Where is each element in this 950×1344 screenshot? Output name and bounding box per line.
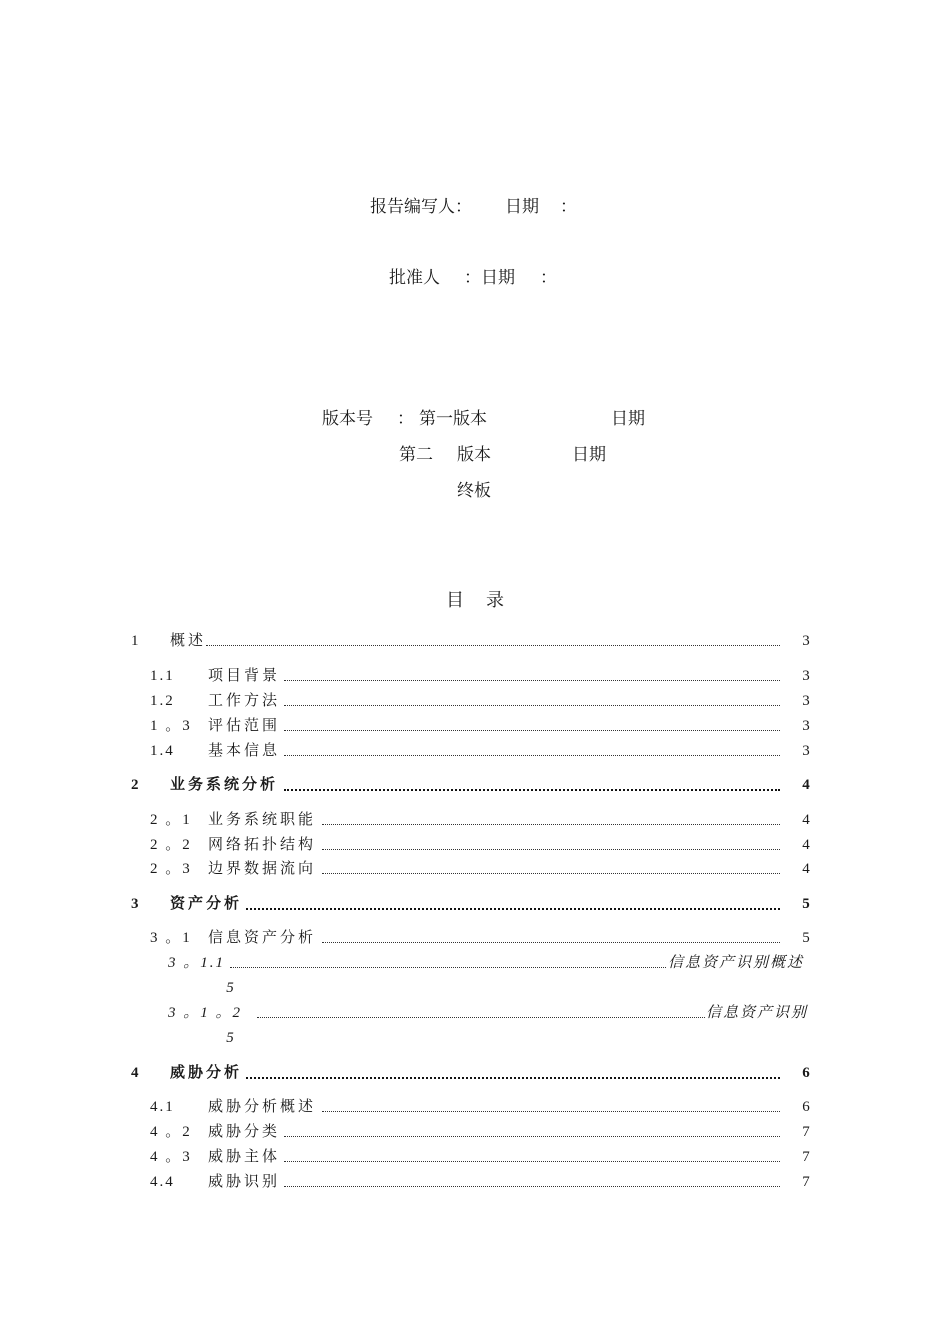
toc-entry-page: 5 xyxy=(802,896,810,912)
toc-entry[interactable] xyxy=(0,715,950,737)
toc-entry[interactable] xyxy=(0,1171,950,1193)
toc-entry[interactable] xyxy=(0,740,950,762)
toc-entry-number: 3 。1.1 xyxy=(168,955,226,971)
toc-dot-leader xyxy=(246,908,780,910)
toc-entry-label: 业务系统分析 xyxy=(170,777,279,793)
toc-entry-page: 3 xyxy=(802,633,810,649)
toc-entry-number: 2 。3 xyxy=(150,861,192,877)
toc-entry-number: 4.1 xyxy=(150,1099,175,1115)
toc-entry-page: 4 xyxy=(802,777,810,793)
writer-label: 报告编写人： xyxy=(370,197,472,216)
toc-dot-leader xyxy=(206,645,780,646)
toc-entry[interactable] xyxy=(0,858,950,880)
toc-entry-label: 信息资产识别 xyxy=(706,1005,809,1021)
final-version: 终板 xyxy=(457,481,491,500)
approver-label: 批准人 xyxy=(389,268,440,287)
toc-entry-label: 威胁分析 xyxy=(170,1065,243,1081)
toc-entry[interactable] xyxy=(0,1002,950,1049)
toc-entry-page: 3 xyxy=(802,743,810,759)
toc-entry[interactable] xyxy=(0,1062,950,1084)
toc-dot-leader xyxy=(322,849,780,850)
toc-entry-number: 4 xyxy=(131,1065,141,1081)
toc-dot-leader xyxy=(246,1077,780,1079)
toc-dot-leader xyxy=(322,873,780,874)
toc-dot-leader xyxy=(284,1186,780,1187)
toc-entry[interactable] xyxy=(0,1121,950,1143)
toc-entry-page: 3 xyxy=(802,693,810,709)
toc-title: 目录 xyxy=(446,590,526,610)
toc-entry-number: 3 。1 xyxy=(150,930,192,946)
toc-entry-number: 1.2 xyxy=(150,693,175,709)
toc-entry-label: 工作方法 xyxy=(208,693,281,709)
toc-entry-label: 评估范围 xyxy=(208,718,281,734)
toc-entry[interactable] xyxy=(0,630,950,652)
toc-entry-label: 网络拓扑结构 xyxy=(208,837,317,853)
version-2a: 第二 xyxy=(399,445,433,464)
version-colon: ： xyxy=(397,409,414,428)
toc-entry-page: 4 xyxy=(802,812,810,828)
toc-entry-page: 7 xyxy=(802,1149,810,1165)
toc-entry[interactable] xyxy=(0,893,950,915)
toc-entry-label: 资产分析 xyxy=(170,896,243,912)
toc-dot-leader xyxy=(284,705,780,706)
toc-entry-label: 信息资产识别概述 xyxy=(668,955,805,971)
toc-entry-label: 威胁识别 xyxy=(208,1174,281,1190)
toc-dot-leader xyxy=(284,730,780,731)
toc-entry-page: 7 xyxy=(802,1124,810,1140)
toc-entry-label: 威胁主体 xyxy=(208,1149,281,1165)
toc-entry[interactable] xyxy=(0,809,950,831)
toc-entry-number: 1.4 xyxy=(150,743,175,759)
toc-entry-label: 概述 xyxy=(170,633,207,649)
toc-entry-number: 2 。2 xyxy=(150,837,192,853)
writer-date-colon: ： xyxy=(560,197,577,216)
toc-entry-label: 威胁分析概述 xyxy=(208,1099,317,1115)
toc-entry-page: 7 xyxy=(802,1174,810,1190)
version-2b: 版本 xyxy=(457,445,491,464)
toc-entry-page: 3 xyxy=(802,668,810,684)
toc-entry-number: 2 。1 xyxy=(150,812,192,828)
toc-entry-label: 信息资产分析 xyxy=(208,930,317,946)
version-label: 版本号 xyxy=(322,409,373,428)
toc-entry-page: 6 xyxy=(802,1065,810,1081)
toc-entry-number: 3 。1 。2 xyxy=(168,1005,243,1021)
toc-entry-label: 业务系统职能 xyxy=(208,812,317,828)
version-2-date: 日期 xyxy=(572,445,606,464)
toc-entry-page: 5 xyxy=(226,980,234,996)
toc-entry-number: 3 xyxy=(131,896,141,912)
toc-entry-number: 1.1 xyxy=(150,668,175,684)
toc-entry-page: 5 xyxy=(802,930,810,946)
toc-dot-leader xyxy=(322,824,780,825)
toc-entry[interactable] xyxy=(0,774,950,796)
toc-entry-number: 4 。2 xyxy=(150,1124,192,1140)
toc-entry-number: 4.4 xyxy=(150,1174,175,1190)
toc-entry[interactable] xyxy=(0,1146,950,1168)
toc-entry[interactable] xyxy=(0,952,950,999)
toc-entry-page: 3 xyxy=(802,718,810,734)
toc-entry-label: 项目背景 xyxy=(208,668,281,684)
toc-dot-leader xyxy=(284,1161,780,1162)
approver-date-colon: ： xyxy=(540,268,557,287)
toc-entry[interactable] xyxy=(0,665,950,687)
toc-dot-leader xyxy=(284,755,780,756)
version-1: 第一版本 xyxy=(419,409,487,428)
toc-dot-leader xyxy=(284,789,780,791)
toc-entry-label: 威胁分类 xyxy=(208,1124,281,1140)
toc-entry[interactable] xyxy=(0,1096,950,1118)
toc-entry[interactable] xyxy=(0,690,950,712)
toc-entry-label: 边界数据流向 xyxy=(208,861,317,877)
toc-dot-leader xyxy=(284,1136,780,1137)
toc-dot-leader xyxy=(257,1017,705,1018)
toc-entry-page: 5 xyxy=(226,1030,234,1046)
toc-dot-leader xyxy=(284,680,780,681)
toc-entry-number: 2 xyxy=(131,777,141,793)
toc-dot-leader xyxy=(322,1111,780,1112)
toc-entry-label: 基本信息 xyxy=(208,743,281,759)
toc-entry-number: 4 。3 xyxy=(150,1149,192,1165)
toc-entry-page: 4 xyxy=(802,837,810,853)
toc-entry-number: 1 。3 xyxy=(150,718,192,734)
approver-date-label: ：日期 xyxy=(464,268,515,287)
toc-entry[interactable] xyxy=(0,927,950,949)
toc-entry-page: 4 xyxy=(802,861,810,877)
toc-entry[interactable] xyxy=(0,834,950,856)
toc-entry-page: 6 xyxy=(802,1099,810,1115)
writer-date-label: 日期 xyxy=(505,197,539,216)
toc-dot-leader xyxy=(230,967,666,968)
toc-dot-leader xyxy=(322,942,780,943)
version-1-date: 日期 xyxy=(611,409,645,428)
toc-entry-number: 1 xyxy=(131,633,141,649)
